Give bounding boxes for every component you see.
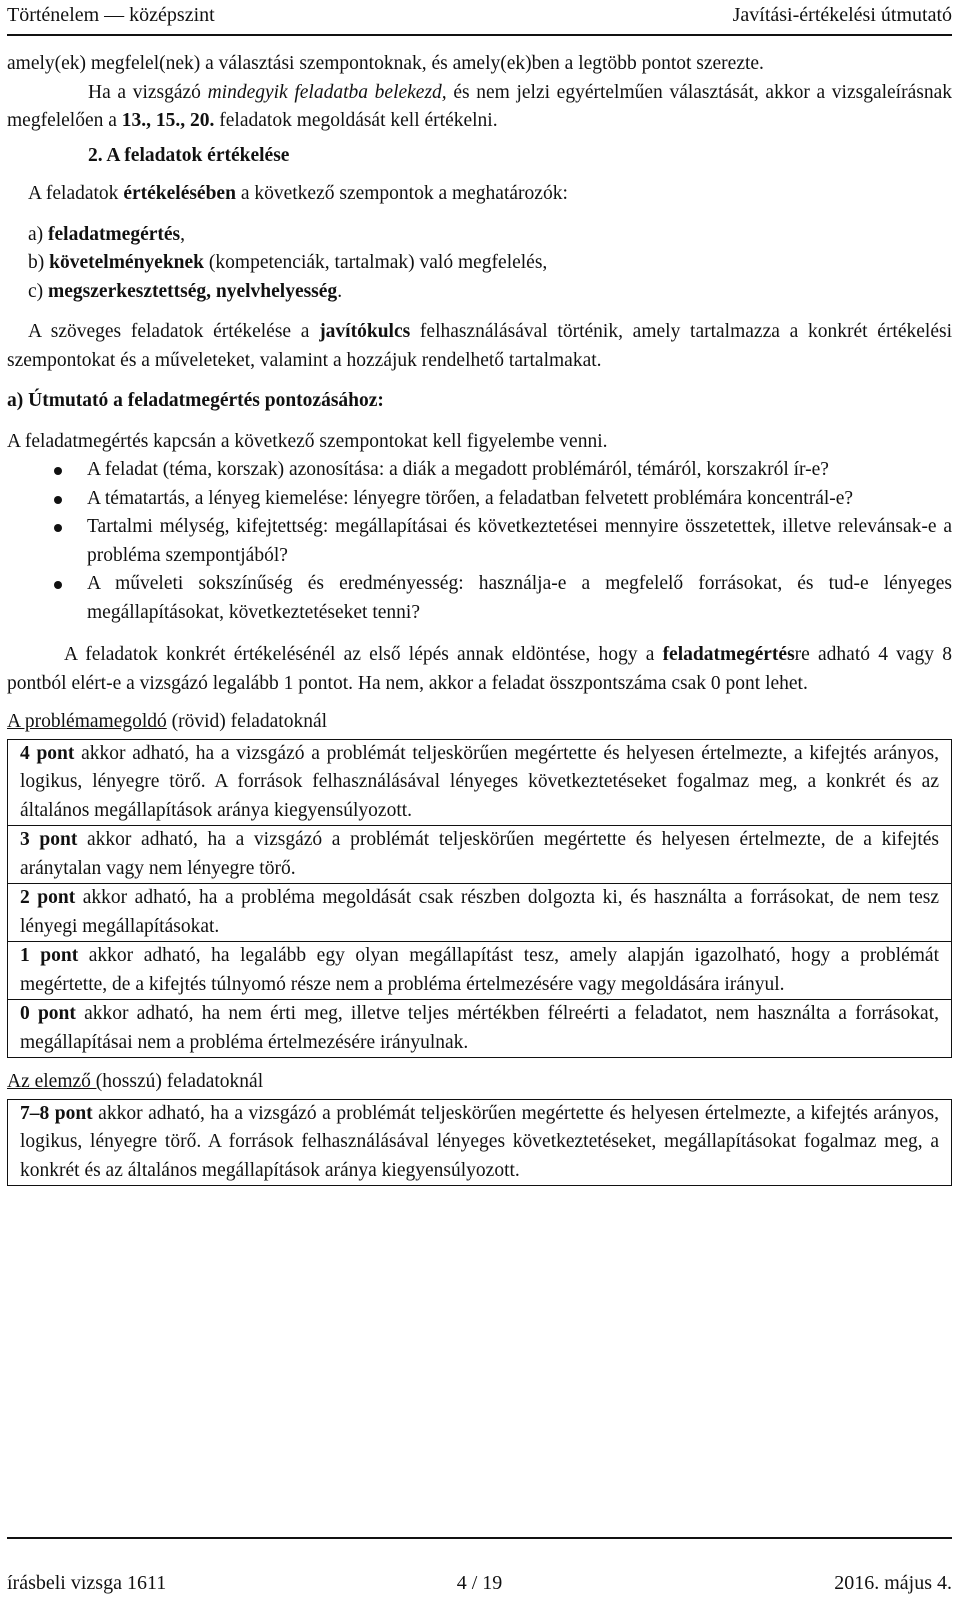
guide-bullet-list bbox=[7, 456, 952, 627]
page-header bbox=[7, 0, 952, 36]
criteria-item-a: a) feladatmegértés, bbox=[28, 223, 186, 245]
long-tasks-score-table bbox=[7, 1099, 952, 1187]
page-footer bbox=[7, 1568, 952, 1598]
score-box: 1 pont akkor adható, ha legalább egy olyan megállapítást tesz, amely alapján igazolható, hogy a problémát megértette, de a kifejtés túlnyomó része nem a probléma értelmezésére vagy megoldására irányul. bbox=[8, 941, 951, 999]
score-box: 3 pont akkor adható, ha a vizsgázó a problémát teljeskörűen megértette és helyesen értelmezte, de a kifejtés aránytalan vagy nem lényegre törő. bbox=[8, 825, 951, 883]
page-content bbox=[7, 50, 952, 1186]
criteria-list bbox=[7, 221, 952, 307]
footer-date: 2016. május 4. bbox=[834, 1572, 952, 1594]
score-box: 0 pont akkor adható, ha nem érti meg, illetve teljes mértékben félreérti a feladatot, nem használta a forrásokat, megállapításai nem a probléma értelmezésére irányulnak. bbox=[8, 999, 951, 1057]
long-tasks-heading: Az elemző (hosszú) feladatoknál bbox=[7, 1071, 264, 1092]
evaluation-paragraph: A szöveges feladatok értékelése a javítókulcs felhasználásával történik, amely tartalmazza a konkrét értékelési szempontokat és a műveleteket, valamint a hozzájuk rendelhető tartalmakat. bbox=[7, 321, 952, 371]
criteria-item-b: b) követelményeknek (kompetenciák, tartalmak) való megfelelés, bbox=[28, 252, 548, 273]
list-item: Tartalmi mélység, kifejtettség: megállapításai és következtetései mennyire összetettek, illetve relevánsak-e a probléma szempontjából? bbox=[7, 513, 952, 570]
footer-page-number: 4 / 19 bbox=[456, 1572, 503, 1594]
guide-lead: A feladatmegértés kapcsán a következő szempontokat kell figyelembe venni. bbox=[7, 430, 608, 452]
header-doc-type: Javítási-értékelési útmutató bbox=[732, 4, 952, 26]
bullet-icon bbox=[54, 524, 62, 532]
score-box: 2 pont akkor adható, ha a probléma megoldását csak részben dolgozta ki, és használta a forrásokat, de nem tesz lényegi megállapításokat. bbox=[8, 883, 951, 941]
first-step-paragraph: A feladatok konkrét értékelésénél az első lépés annak eldöntése, hogy a feladatmegértésre adható 4 vagy 8 pontból elért-e a vizsgázó legalább 1 pontot. Ha nem, akkor a feladat összpontszáma csak 0 pont lehet. bbox=[7, 644, 952, 694]
list-item: A műveleti sokszínűség és eredményesség: használja-e a megfelelő forrásokat, és tud-e lényeges megállapításokat, következtetéseket tenni? bbox=[7, 570, 952, 627]
bullet-icon bbox=[54, 581, 62, 589]
list-item: A tématartás, a lényeg kiemelése: lényegre törően, a feladatban felvetett problémára koncentrál-e? bbox=[7, 485, 952, 514]
bullet-icon bbox=[54, 496, 62, 504]
intro-paragraph-1: amely(ek) megfelel(nek) a választási szempontoknak, és amely(ek)ben a legtöbb pontot szerezte. bbox=[7, 53, 764, 74]
section-lead: A feladatok értékelésében a következő szempontok a meghatározók: bbox=[28, 183, 568, 204]
score-box: 7–8 pont akkor adható, ha a vizsgázó a problémát teljeskörűen megértette és helyesen értelmezte, a kifejtés arányos, logikus, lényegre törő. A források felhasználásával lényeges következtetéseket, megállapításokat fogalmaz meg, a konkrét és az általános megállapítások aránya kiegyensúlyozott. bbox=[20, 1102, 939, 1181]
list-item: A feladat (téma, korszak) azonosítása: a diák a megadott problémáról, témáról, korszakról ír-e? bbox=[7, 456, 952, 485]
footer-exam-code: írásbeli vizsga 1611 bbox=[7, 1572, 167, 1594]
criteria-item-c: c) megszerkesztettség, nyelvhelyesség. bbox=[28, 280, 343, 302]
header-subject: Történelem — középszint bbox=[7, 4, 215, 26]
bullet-icon bbox=[54, 467, 62, 475]
short-tasks-score-table bbox=[7, 739, 952, 1059]
short-tasks-heading: A problémamegoldó (rövid) feladatoknál bbox=[7, 711, 328, 732]
guide-title: a) Útmutató a feladatmegértés pontozásához: bbox=[7, 390, 384, 411]
section-title: 2. A feladatok értékelése bbox=[88, 144, 290, 166]
score-box: 4 pont akkor adható, ha a vizsgázó a problémát teljeskörűen megértette és helyesen értelmezte, a kifejtés arányos, logikus, lényegre törő. A források felhasználásával lényeges következtetéseket fogalmaz meg, a konkrét és az általános megállapítások aránya kiegyensúlyozott. bbox=[20, 742, 939, 821]
intro-paragraph-2: Ha a vizsgázó mindegyik feladatba belekezd, és nem jelzi egyértelműen választását, akkor a vizsgaleírásnak megfelelően a 13., 15., 20. feladatok megoldását kell értékelni. bbox=[7, 81, 952, 131]
footer-divider bbox=[7, 1537, 952, 1539]
